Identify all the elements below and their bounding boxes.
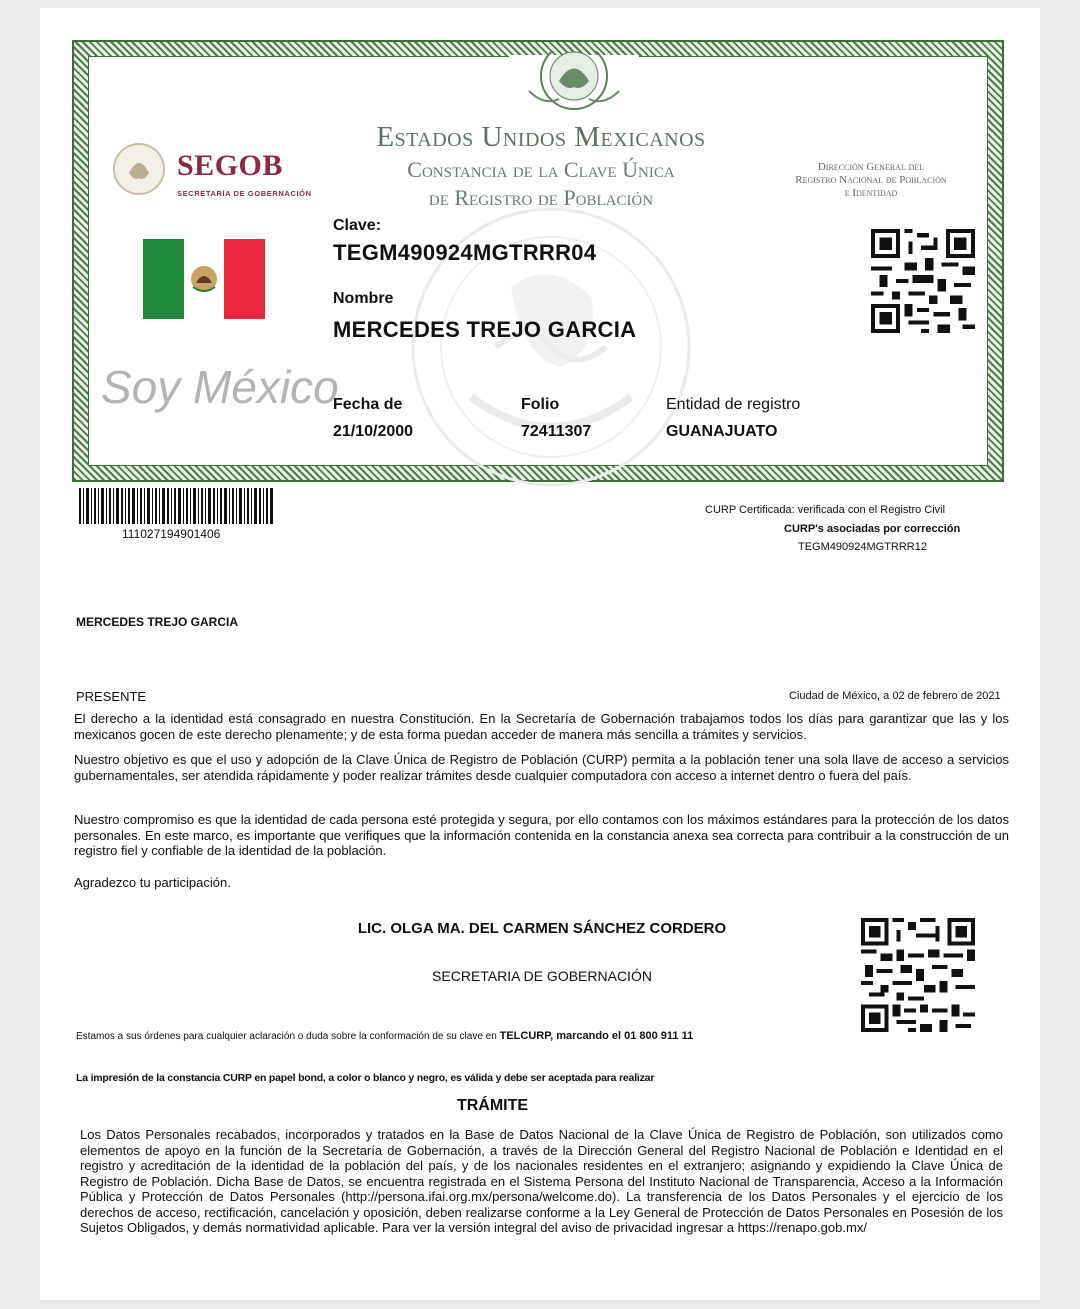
nombre-label: Nombre xyxy=(333,290,394,307)
fecha-value: 21/10/2000 xyxy=(333,423,414,440)
privacy-notice: Los Datos Personales recabados, incorporados y tratados en la Base de Datos Nacional de la Clave Única de Registro de Población, son utilizados como elementos de apoyo en la función de la Secretaría de Gobernación, a través de la Dirección General del Registro Nacional de Población e Identidad en el registro y acreditación de la identidad de la población del país, y de los nacionales residentes en el extranjero; asignando y expidiendo la Clave Única de Registro de Población. Dicha Base de Datos, se encuentra registrada en el Sistema Persona del Instituto Nacional de Transparencia, Acceso a la Información Pública y Protección de Datos Personales (http://persona.ifai.org.mx/persona/welcome.do). La transferencia de los Datos Personales y el ejercicio de los derechos de acceso, rectificación, cancelación y oposición, deben realizarse conforme a la Ley General de Protección de Datos Personales en Posesión de los Sujetos Obligados, y demás normatividad aplicable. Para ver la versión integral del aviso de privacidad ingresar a https://renapo.gob.mx/ xyxy=(80,1127,1003,1235)
segob-logo: SEGOB xyxy=(177,149,283,182)
nombre-value: MERCEDES TREJO GARCIA xyxy=(333,317,637,342)
letter-thanks: Agradezco tu participación. xyxy=(74,875,231,890)
folio-value: 72411307 xyxy=(521,423,592,440)
letter-qr-code[interactable] xyxy=(861,918,975,1032)
signer-name: LIC. OLGA MA. DEL CARMEN SÁNCHEZ CORDERO xyxy=(357,920,727,937)
print-note: La impresión de la constancia CURP en papel bond, a color o blanco y negro, es válida y debe ser aceptada para realizar xyxy=(76,1072,655,1084)
curp-asociada-value: TEGM490924MGTRRR12 xyxy=(798,541,927,553)
national-seal-icon xyxy=(519,51,629,113)
clave-label: Clave: xyxy=(333,217,382,234)
segob-shield-icon xyxy=(111,141,167,197)
folio-label: Folio xyxy=(521,396,560,413)
curp-certificada-note: CURP Certificada: verificada con el Registro Civil xyxy=(705,504,946,516)
letter-place-date: Ciudad de México, a 02 de febrero de 2021 xyxy=(789,690,1001,702)
letter-paragraph-1: El derecho a la identidad está consagrado en nuestra Constitución. En la Secretaría de Gobernación trabajamos todos los días para garantizar que las y los mexicanos gocen de este derecho plenamente; y de esta forma puedan acceder de manera más sencilla a trámites y servicios. xyxy=(74,711,1009,742)
certificate-qr-code[interactable] xyxy=(871,229,975,333)
letter-recipient: MERCEDES TREJO GARCIA xyxy=(76,615,239,629)
curp-asociadas-label: CURP's asociadas por corrección xyxy=(784,523,961,535)
letter-presente: PRESENTE xyxy=(76,689,147,704)
contact-line xyxy=(76,1030,693,1042)
title-constancia: Constancia de la Clave Única xyxy=(407,157,675,182)
letter-paragraph-3: Nuestro compromiso es que la identidad de cada persona esté protegida y segura, por ello contamos con los máximos estándares para la protección de los datos personales. En este marco, es importante que verifiques que la información contenida en la constancia anexa sea correcta para contribuir a la construcción de un registro fiel y confiable de la identidad de la población. xyxy=(74,812,1009,858)
barcode-icon xyxy=(79,488,273,524)
barcode-number: 111027194901406 xyxy=(122,527,221,541)
title-estados-unidos-mexicanos: Estados Unidos Mexicanos xyxy=(376,121,706,153)
entidad-value: GUANAJUATO xyxy=(666,423,778,440)
dg-line-2: Registro Nacional de Población xyxy=(795,174,947,186)
title-registro: de Registro de Población xyxy=(428,185,654,210)
certificate-body xyxy=(88,56,988,466)
curp-certificate xyxy=(72,40,1004,482)
segob-subtitle: SECRETARÍA DE GOBERNACIÓN xyxy=(177,189,312,198)
entidad-label: Entidad de registro xyxy=(666,396,801,413)
contact-text: Estamos a sus órdenes para cualquier aclaración o duda sobre la conformación de su clave en xyxy=(76,1031,497,1042)
contact-phone: TELCURP, marcando el 01 800 911 11 xyxy=(499,1030,694,1042)
direccion-general xyxy=(771,161,971,200)
signer-title: SECRETARIA DE GOBERNACIÓN xyxy=(432,968,652,984)
tramite-heading: TRÁMITE xyxy=(456,1097,529,1114)
fecha-label: Fecha de xyxy=(333,396,403,413)
mexican-flag-icon xyxy=(143,239,265,319)
soy-mexico-slogan: Soy México xyxy=(101,361,339,413)
clave-value: TEGM490924MGTRRR04 xyxy=(333,240,597,265)
dg-line-1: Dirección General del xyxy=(817,161,925,173)
letter-paragraph-2: Nuestro objetivo es que el uso y adopción de la Clave Única de Registro de Población (CURP) permita a la población tener una sola llave de acceso a servicios gubernamentales, ser atendida rápidamente y poder realizar trámites desde cualquier computadora con acceso a internet dentro o fuera del país. xyxy=(74,752,1009,783)
dg-line-3: e Identidad xyxy=(844,187,898,199)
